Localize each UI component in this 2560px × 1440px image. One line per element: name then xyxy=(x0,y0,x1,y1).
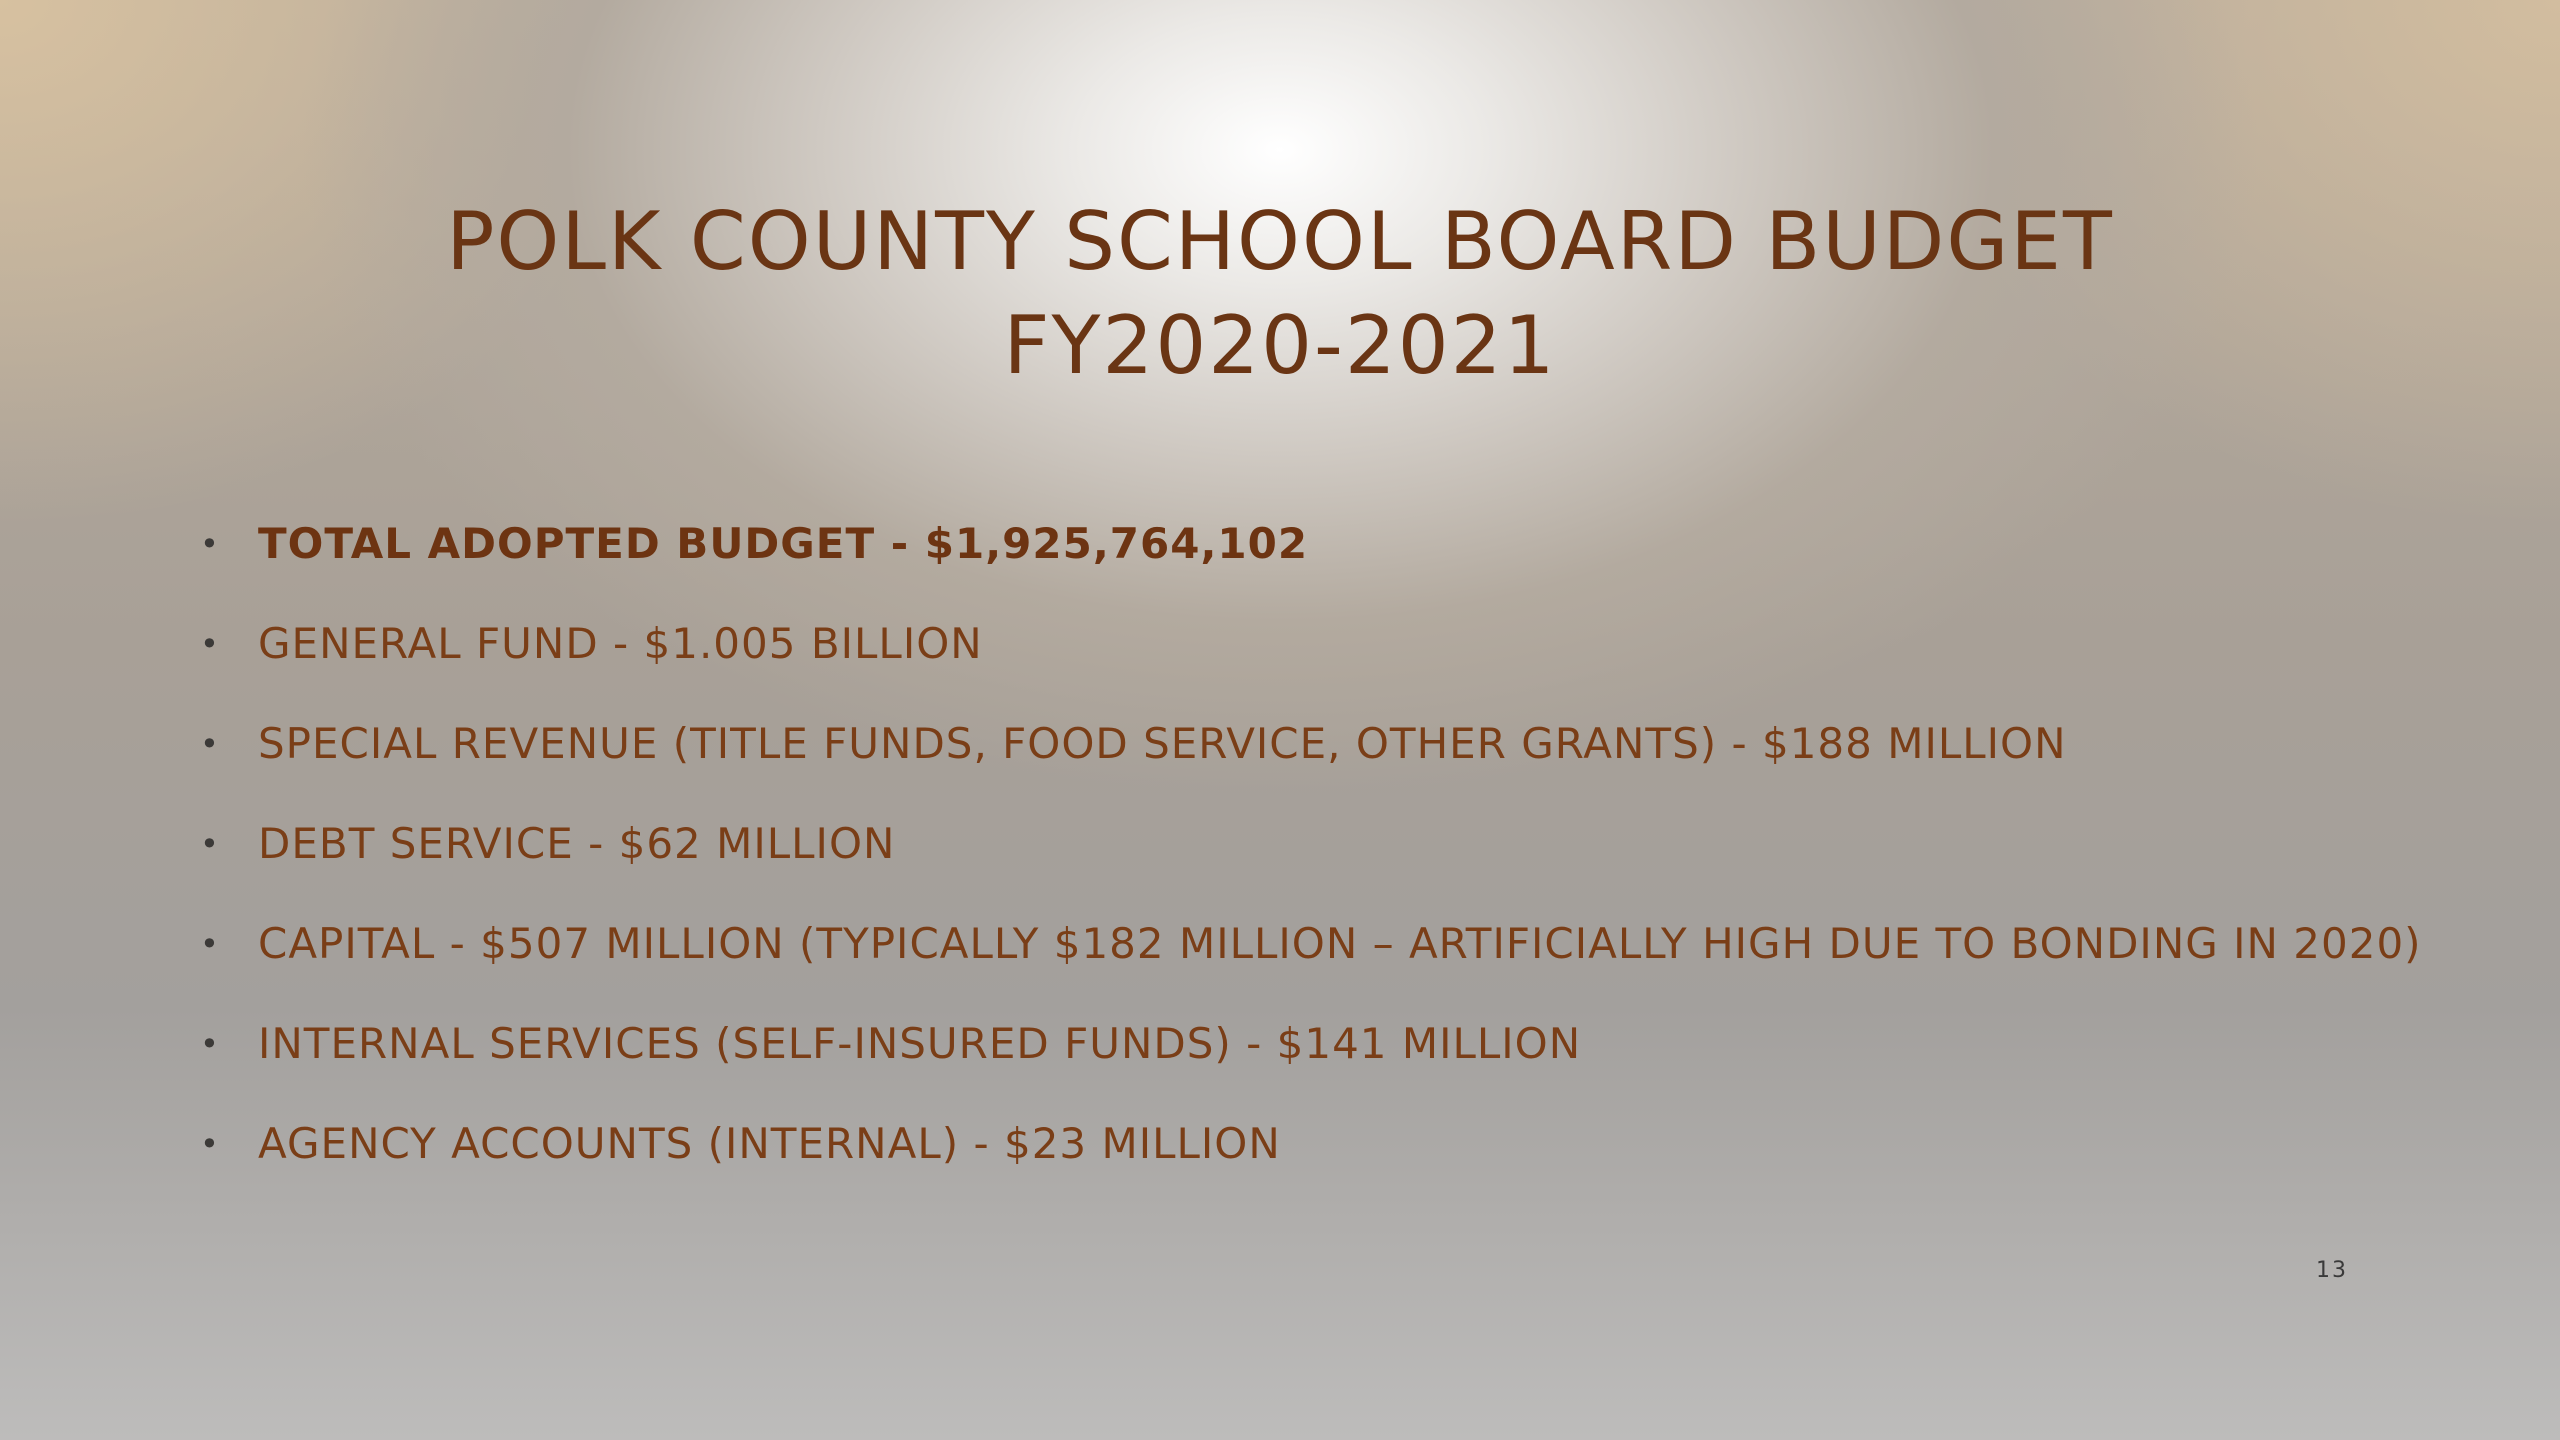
slide-title-line-1: POLK COUNTY SCHOOL BOARD BUDGET xyxy=(446,195,2114,288)
bullet-text: SPECIAL REVENUE (TITLE FUNDS, FOOD SERVICE, OTHER GRANTS) - $188 MILLION xyxy=(258,719,2067,768)
bullet-text: DEBT SERVICE - $62 MILLION xyxy=(258,819,896,868)
bullet-dot-icon: • xyxy=(200,725,220,763)
bullet-dot-icon: • xyxy=(200,1025,220,1063)
bullet-dot-icon: • xyxy=(200,1125,220,1163)
bullet-item-total-adopted-budget xyxy=(200,510,2440,610)
bullet-item-internal-services xyxy=(200,1010,2440,1110)
bullet-item-general-fund xyxy=(200,610,2440,710)
bullet-text: AGENCY ACCOUNTS (INTERNAL) - $23 MILLION xyxy=(258,1119,1281,1168)
bullet-dot-icon: • xyxy=(200,925,220,963)
bullet-item-special-revenue xyxy=(200,710,2440,810)
bullet-text: GENERAL FUND - $1.005 BILLION xyxy=(258,619,983,668)
bullet-item-capital xyxy=(200,910,2440,1010)
bullet-list xyxy=(200,510,2440,1210)
bullet-text: INTERNAL SERVICES (SELF-INSURED FUNDS) - $141 MILLION xyxy=(258,1019,1582,1068)
bullet-text: CAPITAL - $507 MILLION (TYPICALLY $182 MILLION – ARTIFICIALLY HIGH DUE TO BONDING IN 2020) xyxy=(258,919,2422,968)
slide-title-line-2: FY2020-2021 xyxy=(1003,299,1557,392)
bullet-item-debt-service xyxy=(200,810,2440,910)
bullet-dot-icon: • xyxy=(200,825,220,863)
bullet-item-agency-accounts xyxy=(200,1110,2440,1210)
bullet-dot-icon: • xyxy=(200,625,220,663)
slide-page-number: 13 xyxy=(2316,1258,2348,1283)
bullet-dot-icon: • xyxy=(200,525,220,563)
bullet-text: TOTAL ADOPTED BUDGET - $1,925,764,102 xyxy=(258,519,1309,568)
slide-title xyxy=(0,190,2560,398)
